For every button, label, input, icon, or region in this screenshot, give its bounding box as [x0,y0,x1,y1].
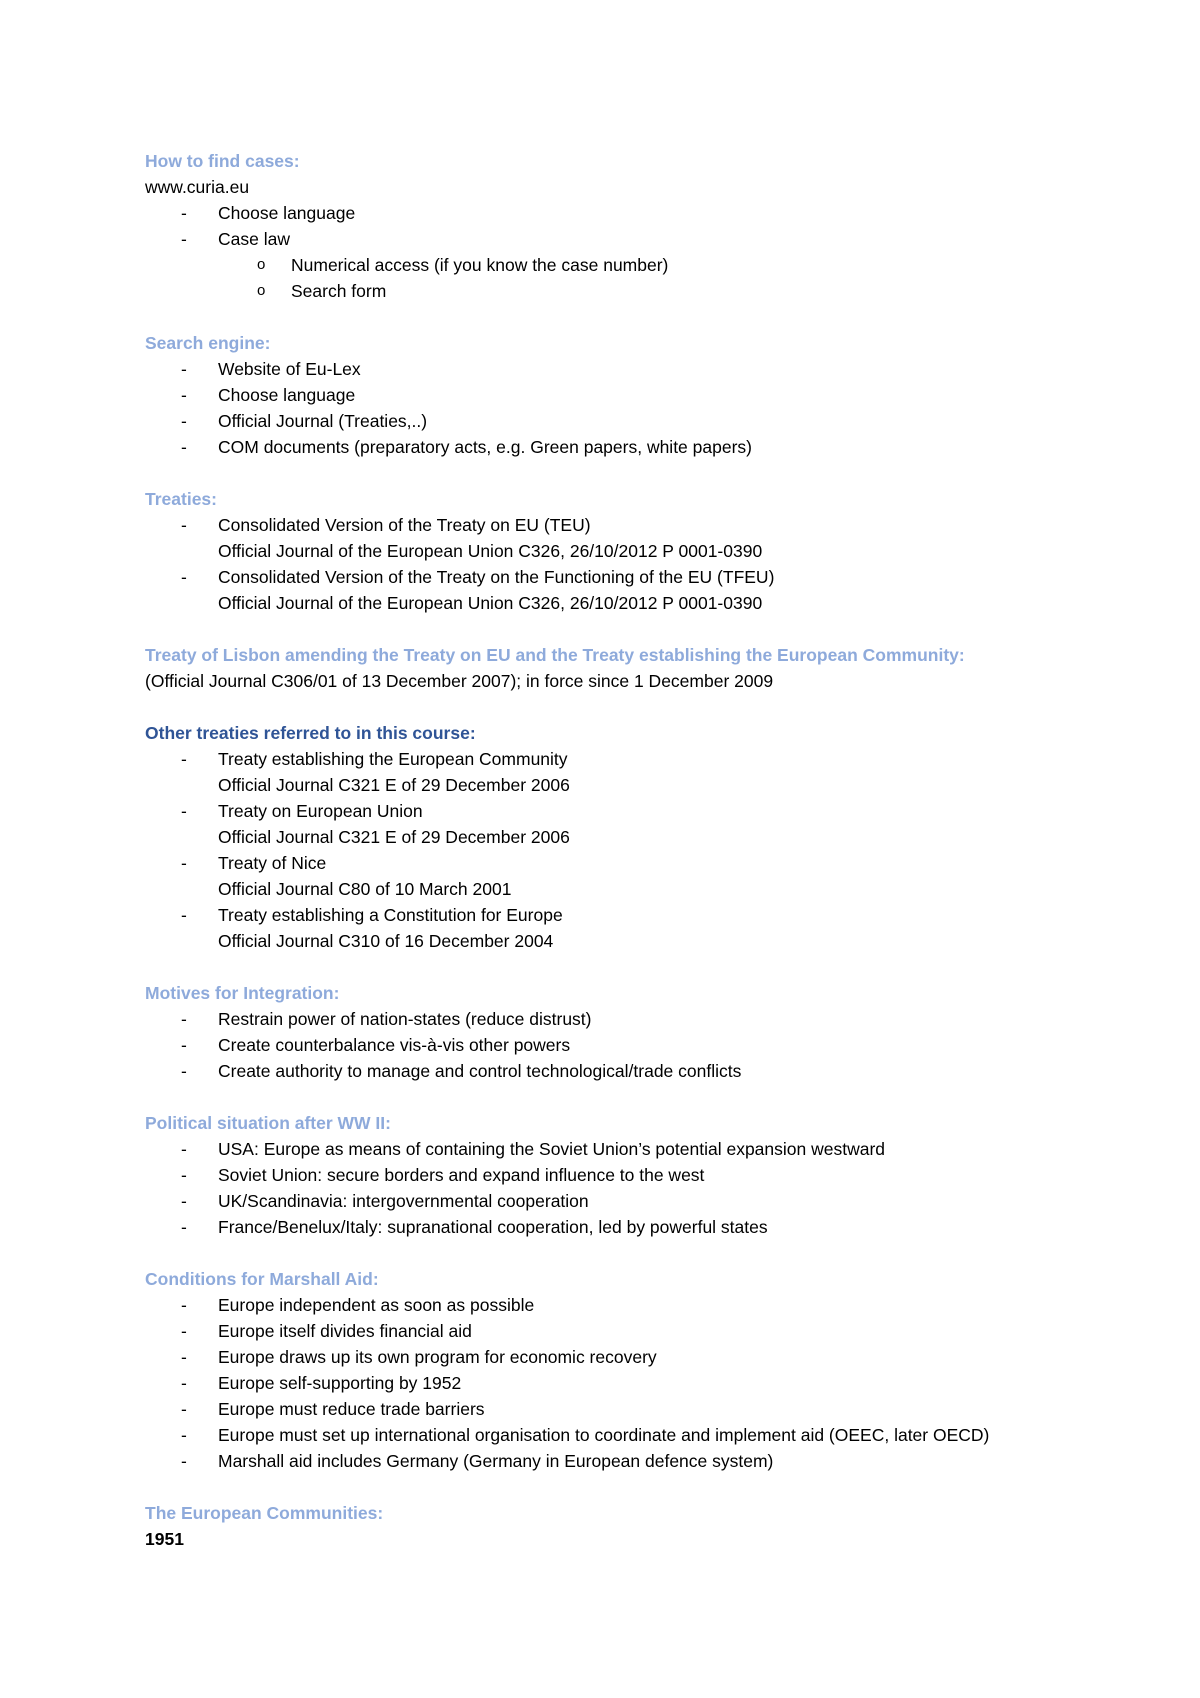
list-item: - Treaty of Nice [145,850,1075,876]
list-item: - Choose language [145,382,1075,408]
dash-bullet: - [181,749,187,769]
dash-bullet: - [181,437,187,457]
list-item: - UK/Scandinavia: intergovernmental cooperation [145,1188,1075,1214]
list-item: - Europe itself divides financial aid [145,1318,1075,1344]
dash-bullet: - [181,359,187,379]
journal-reference: Official Journal of the European Union C326, 26/10/2012 P 0001-0390 [218,541,763,561]
dash-bullet: - [181,229,187,249]
dash-bullet: - [181,1139,187,1159]
sub-list-item: o Numerical access (if you know the case number) [145,252,1075,278]
heading-conditions-for-marshall-aid: Conditions for Marshall Aid: [145,1269,379,1289]
sub-list-item: o Search form [145,278,1075,304]
list-item: - Europe must set up international organisation to coordinate and implement aid (OEEC, later OECD) [145,1422,1075,1448]
list-item: - Soviet Union: secure borders and expand influence to the west [145,1162,1075,1188]
dash-bullet: - [181,1451,187,1471]
dash-bullet: - [181,801,187,821]
dash-bullet: - [181,1425,187,1445]
dash-bullet: - [181,853,187,873]
dash-bullet: - [181,567,187,587]
list-item: - Create counterbalance vis-à-vis other powers [145,1032,1075,1058]
list-item: - USA: Europe as means of containing the Soviet Union’s potential expansion westward [145,1136,1075,1162]
dash-bullet: - [181,203,187,223]
dash-bullet: - [181,1347,187,1367]
dash-bullet: - [181,1321,187,1341]
list-item: - Restrain power of nation-states (reduce distrust) [145,1006,1075,1032]
heading-treaty-of-lisbon: Treaty of Lisbon amending the Treaty on EU and the Treaty establishing the European Community: [145,645,965,665]
journal-reference: Official Journal C310 of 16 December 2004 [218,931,554,951]
dash-bullet: - [181,515,187,535]
list-item: - Case law [145,226,1075,252]
heading-political-situation: Political situation after WW II: [145,1113,391,1133]
dash-bullet: - [181,1399,187,1419]
year-label: 1951 [145,1529,184,1549]
journal-reference: Official Journal of the European Union C326, 26/10/2012 P 0001-0390 [218,593,763,613]
dash-bullet: - [181,1373,187,1393]
list-item: - Consolidated Version of the Treaty on EU (TEU) [145,512,1075,538]
journal-reference: Official Journal C80 of 10 March 2001 [218,879,512,899]
list-item: - Treaty establishing a Constitution for Europe [145,902,1075,928]
list-item: - Official Journal (Treaties,..) [145,408,1075,434]
journal-reference: Official Journal C321 E of 29 December 2006 [218,827,570,847]
circle-bullet-icon: o [257,256,266,273]
list-item: - Europe draws up its own program for economic recovery [145,1344,1075,1370]
lisbon-reference: (Official Journal C306/01 of 13 December 2007); in force since 1 December 2009 [145,671,774,691]
list-item: - Marshall aid includes Germany (Germany in European defence system) [145,1448,1075,1474]
list-item: - Treaty on European Union [145,798,1075,824]
dash-bullet: - [181,411,187,431]
dash-bullet: - [181,1165,187,1185]
heading-treaties: Treaties: [145,489,217,509]
dash-bullet: - [181,1035,187,1055]
curia-url: www.curia.eu [145,177,250,197]
list-item: - Europe must reduce trade barriers [145,1396,1075,1422]
heading-search-engine: Search engine: [145,333,271,353]
dash-bullet: - [181,1295,187,1315]
circle-bullet-icon: o [257,282,266,299]
dash-bullet: - [181,1217,187,1237]
dash-bullet: - [181,385,187,405]
list-item: - Treaty establishing the European Community [145,746,1075,772]
list-item: - Consolidated Version of the Treaty on the Functioning of the EU (TFEU) [145,564,1075,590]
list-item: - COM documents (preparatory acts, e.g. Green papers, white papers) [145,434,1075,460]
list-item: - Create authority to manage and control technological/trade conflicts [145,1058,1075,1084]
dash-bullet: - [181,1061,187,1081]
heading-how-to-find-cases: How to find cases: [145,151,300,171]
dash-bullet: - [181,1009,187,1029]
document-body [145,148,1075,1552]
list-item: - Europe self-supporting by 1952 [145,1370,1075,1396]
dash-bullet: - [181,905,187,925]
heading-european-communities: The European Communities: [145,1503,384,1523]
list-item: - Website of Eu-Lex [145,356,1075,382]
dash-bullet: - [181,1191,187,1211]
list-item: - Europe independent as soon as possible [145,1292,1075,1318]
journal-reference: Official Journal C321 E of 29 December 2006 [218,775,570,795]
list-item: - Choose language [145,200,1075,226]
heading-motives-for-integration: Motives for Integration: [145,983,340,1003]
list-item: - France/Benelux/Italy: supranational cooperation, led by powerful states [145,1214,1075,1240]
heading-other-treaties: Other treaties referred to in this course: [145,723,476,743]
